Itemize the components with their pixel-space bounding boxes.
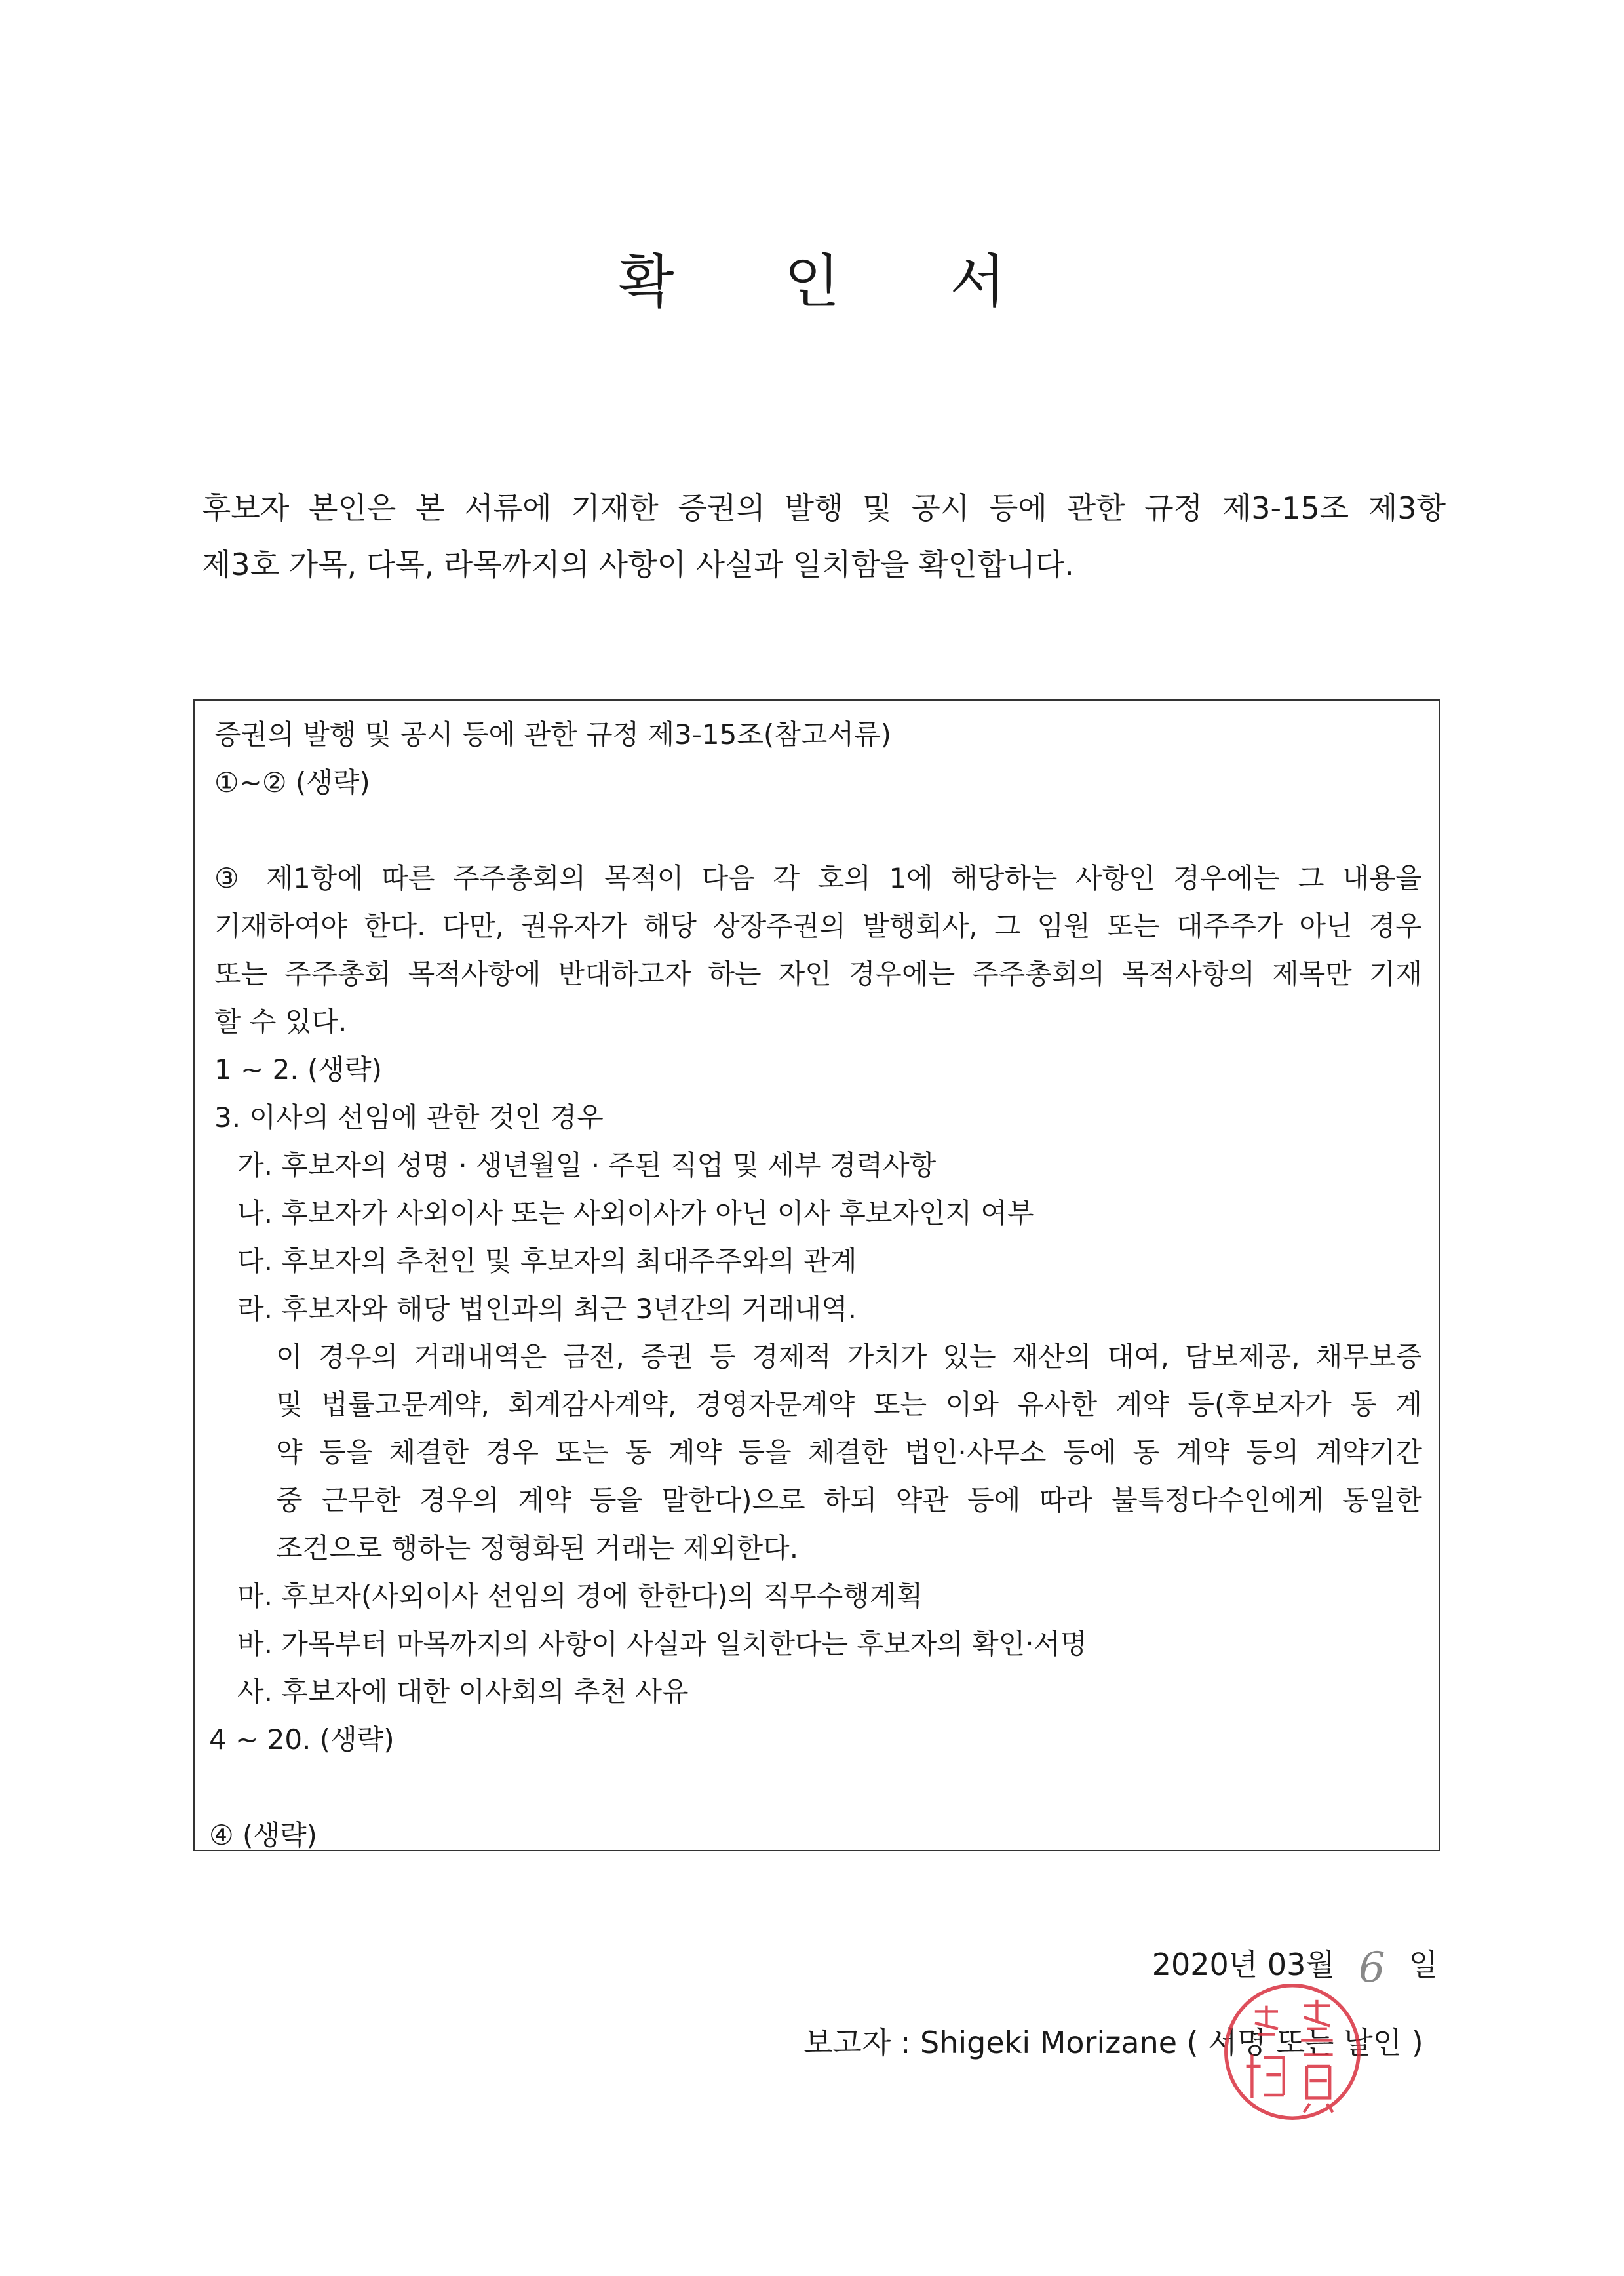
- box-text-line: 라. 후보자와 해당 법인과의 최근 3년간의 거래내역.: [237, 1293, 857, 1325]
- box-text-line: 나. 후보자가 사외이사 또는 사외이사가 아닌 이사 후보자인지 여부: [237, 1197, 1034, 1229]
- box-text-line: 또는 주주총회 목적사항에 반대하고자 하는 자인 경우에는 주주총회의 목적사항의 제목만 기재: [214, 958, 1422, 990]
- date-year: 2020년: [1151, 1947, 1258, 1982]
- date-day-handwritten: 6: [1358, 1944, 1385, 1992]
- seal-stamp: [1220, 1980, 1364, 2124]
- box-text-line: 조건으로 행하는 정형화된 거래는 제외한다.: [276, 1532, 799, 1564]
- regulation-excerpt-box: [193, 699, 1440, 1851]
- box-text-line: ①~② (생략): [214, 766, 370, 798]
- box-text-line: 3. 이사의 선임에 관한 것인 경우: [214, 1101, 604, 1133]
- box-text-line: 사. 후보자에 대한 이사회의 추천 사유: [237, 1676, 689, 1708]
- box-text-line: 4 ~ 20. (생략): [209, 1723, 395, 1756]
- box-text-line: 기재하여야 한다. 다만, 권유자가 해당 상장주권의 발행회사, 그 임원 또는 대주주가 아닌 경우: [214, 910, 1422, 942]
- signature-note: ( 서명 또는 날인 ): [1186, 2025, 1423, 2060]
- intro-line: 제3호 가목, 다목, 라목까지의 사항이 사실과 일치함을 확인합니다.: [202, 547, 1074, 582]
- box-text-line: 다. 후보자의 추천인 및 후보자의 최대주주와의 관계: [237, 1245, 857, 1277]
- box-text-line: 이 경우의 거래내역은 금전, 증권 등 경제적 가치가 있는 재산의 대여, 담보제공, 채무보증: [276, 1341, 1422, 1373]
- date-line: [1151, 1937, 1438, 1992]
- box-text-line: ③ 제1항에 따른 주주총회의 목적이 다음 각 호의 1에 해당하는 사항인 경우에는 그 내용을: [214, 862, 1422, 894]
- date-month: 03월: [1267, 1947, 1335, 1982]
- box-text-line: ④ (생략): [209, 1819, 317, 1851]
- box-text-line: 바. 가목부터 마목까지의 사항이 사실과 일치한다는 후보자의 확인·서명: [237, 1628, 1087, 1660]
- box-text-line: 할 수 있다.: [214, 1006, 347, 1038]
- intro-line: 후보자 본인은 본 서류에 기재한 증권의 발행 및 공시 등에 관한 규정 제3-15조 제3항: [202, 490, 1446, 526]
- box-text-line: 가. 후보자의 성명 · 생년월일 · 주된 직업 및 세부 경력사항: [237, 1149, 937, 1181]
- box-text-line: 마. 후보자(사외이사 선임의 경에 한한다)의 직무수행계획: [237, 1580, 923, 1612]
- document-title: 확 인 서: [618, 248, 1052, 315]
- box-text-line: 1 ~ 2. (생략): [214, 1053, 382, 1086]
- box-text-line: 약 등을 체결한 경우 또는 동 계약 등을 체결한 법인·사무소 등에 동 계약 등의 계약기간: [276, 1436, 1422, 1468]
- date-day-suffix: 일: [1408, 1947, 1438, 1982]
- intro-paragraph: [202, 480, 1446, 593]
- box-text-line: 증권의 발행 및 공시 등에 관한 규정 제3-15조(참고서류): [214, 718, 891, 751]
- box-text-line: 중 근무한 경우의 계약 등을 말한다)으로 하되 약관 등에 따라 불특정다수인에게 동일한: [276, 1484, 1422, 1516]
- reporter-name: 보고자 : Shigeki Morizane: [803, 2025, 1178, 2060]
- box-text-line: 및 법률고문계약, 회계감사계약, 경영자문계약 또는 이와 유사한 계약 등(후보자가 동 계: [276, 1388, 1422, 1421]
